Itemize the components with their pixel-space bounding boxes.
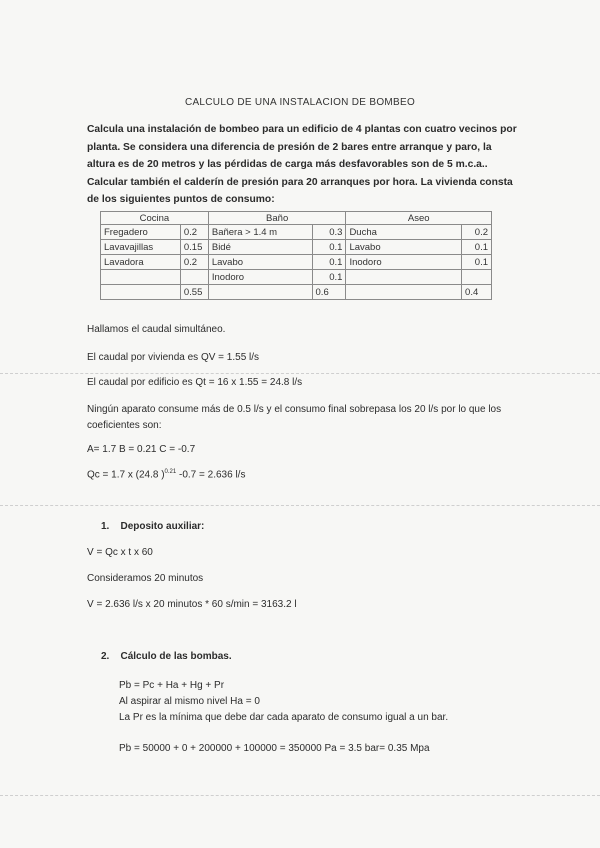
text-line: V = 2.636 l/s x 20 minutos * 60 s/min = 3163.2 l (87, 599, 297, 610)
section-heading-bombas: 2. Cálculo de las bombas. (101, 651, 232, 662)
table-cell (180, 270, 208, 285)
consumption-points-table (100, 211, 492, 300)
page-title: CALCULO DE UNA INSTALACION DE BOMBEO (184, 97, 416, 108)
table-cell: Fregadero (101, 225, 181, 240)
table-cell: 0.6 (312, 285, 346, 300)
table-cell: Inodoro (346, 255, 462, 270)
table-cell: Bidé (208, 240, 312, 255)
table-row (101, 225, 492, 240)
table-header-row (101, 212, 492, 225)
table-cell: Bañera > 1.4 m (208, 225, 312, 240)
table-cell (346, 270, 462, 285)
table-cell: Inodoro (208, 270, 312, 285)
table-cell (208, 285, 312, 300)
text-line: Al aspirar al mismo nivel Ha = 0 (119, 696, 260, 707)
formula-qc-exponent: 0.21 (164, 469, 177, 475)
section-heading-deposito: 1. Deposito auxiliar: (101, 521, 205, 532)
table-row (101, 240, 492, 255)
table-totals-row (101, 285, 492, 300)
table-cell: Lavabo (346, 240, 462, 255)
problem-statement: Calcula una instalación de bombeo para un edificio de 4 plantas con cuatro vecinos por planta. Se considera una diferencia de presión de 2 bares entre arranque y paro, la altura es de 20 metros y las pérdidas de carga más desfavorables son de 5 m.c.a.. Calcular también el calderín de presión para 20 arranques por hora. La vivienda consta de los siguientes puntos de consumo: (87, 124, 517, 205)
text-line: Pb = 50000 + 0 + 200000 + 100000 = 350000 Pa = 3.5 bar= 0.35 Mpa (119, 743, 430, 754)
table-cell: Lavavajillas (101, 240, 181, 255)
table-cell (346, 285, 462, 300)
scan-artifact-line (0, 795, 600, 796)
coefficients-line: A= 1.7 B = 0.21 C = -0.7 (87, 444, 196, 455)
table-cell: Lavabo (208, 255, 312, 270)
table-cell: 0.15 (180, 240, 208, 255)
column-header: Aseo (346, 212, 492, 225)
table-cell (101, 285, 181, 300)
table-row (101, 255, 492, 270)
scan-artifact-line (0, 373, 600, 374)
formula-qc (87, 469, 245, 480)
text-line: V = Qc x t x 60 (87, 547, 153, 558)
text-line: El caudal por vivienda es QV = 1.55 l/s (87, 352, 260, 363)
column-header: Cocina (101, 212, 209, 225)
table-cell: 0.2 (462, 225, 492, 240)
text-line: Consideramos 20 minutos (87, 573, 204, 584)
table-cell: 0.1 (312, 240, 346, 255)
table-cell: 0.1 (462, 255, 492, 270)
table-cell: 0.2 (180, 225, 208, 240)
text-line: La Pr es la mínima que debe dar cada aparato de consumo igual a un bar. (119, 712, 449, 723)
formula-qc-part: Qc = 1.7 x (24.8 ) (87, 469, 165, 481)
table-cell: 0.1 (312, 270, 346, 285)
table-cell: 0.1 (462, 240, 492, 255)
table-cell: Lavadora (101, 255, 181, 270)
text-line: Hallamos el caudal simultáneo. (87, 324, 226, 335)
table-row (101, 270, 492, 285)
column-header: Baño (208, 212, 346, 225)
table-cell: 0.3 (312, 225, 346, 240)
table-cell: Ducha (346, 225, 462, 240)
formula-qc-part: -0.7 = 2.636 l/s (176, 469, 246, 481)
scan-artifact-line (0, 505, 600, 506)
text-line: El caudal por edificio es Qt = 16 x 1.55 = 24.8 l/s (87, 377, 303, 388)
table-cell: 0.2 (180, 255, 208, 270)
table-cell (462, 270, 492, 285)
table-cell: 0.1 (312, 255, 346, 270)
table-cell (101, 270, 181, 285)
table-cell: 0.4 (462, 285, 492, 300)
text-line: Pb = Pc + Ha + Hg + Pr (119, 680, 225, 691)
text-paragraph: Ningún aparato consume más de 0.5 l/s y el consumo final sobrepasa los 20 l/s por lo que los coeficientes son: (87, 404, 502, 431)
table-cell: 0.55 (180, 285, 208, 300)
